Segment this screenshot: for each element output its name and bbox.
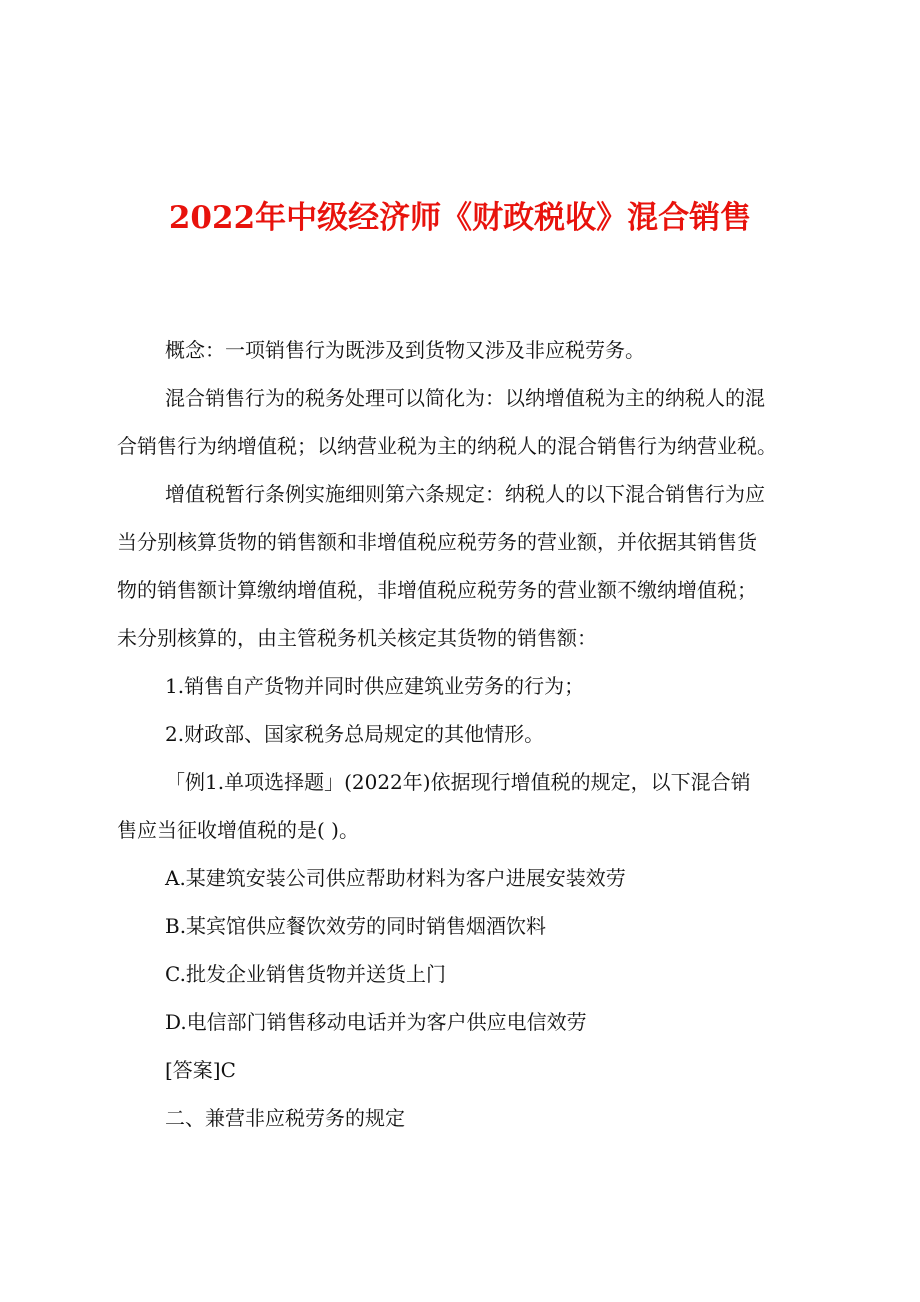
list-item-1: 1.销售自产货物并同时供应建筑业劳务的行为； — [165, 674, 585, 698]
regulation-line-2: 当分别核算货物的销售额和非增值税应税劳务的营业额，并依据其销售货 — [117, 530, 757, 554]
example-question-line-2: 售应当征收增值税的是( )。 — [117, 818, 359, 842]
concept-paragraph: 概念：一项销售行为既涉及到货物又涉及非应税劳务。 — [165, 338, 645, 362]
option-b: B.某宾馆供应餐饮效劳的同时销售烟酒饮料 — [165, 914, 547, 938]
document-title: 2022年中级经济师《财政税收》混合销售 — [168, 200, 752, 236]
document-body — [117, 326, 817, 1142]
section-heading: 二、兼营非应税劳务的规定 — [165, 1106, 405, 1130]
answer: [答案]C — [165, 1058, 236, 1082]
option-a: A.某建筑安装公司供应帮助材料为客户进展安装效劳 — [165, 866, 626, 890]
option-d: D.电信部门销售移动电话并为客户供应电信效劳 — [165, 1010, 587, 1034]
example-question-line-1: 「例1.单项选择题」(2022年)依据现行增值税的规定，以下混合销 — [165, 770, 751, 794]
mixed-sales-line-2: 合销售行为纳增值税；以纳营业税为主的纳税人的混合销售行为纳营业税。 — [117, 434, 777, 458]
list-item-2: 2.财政部、国家税务总局规定的其他情形。 — [165, 722, 545, 746]
regulation-line-3: 物的销售额计算缴纳增值税，非增值税应税劳务的营业额不缴纳增值税； — [117, 578, 757, 602]
regulation-line-1: 增值税暂行条例实施细则第六条规定：纳税人的以下混合销售行为应 — [165, 482, 765, 506]
mixed-sales-line-1: 混合销售行为的税务处理可以简化为：以纳增值税为主的纳税人的混 — [165, 386, 765, 410]
option-c: C.批发企业销售货物并送货上门 — [165, 962, 446, 986]
regulation-line-4: 未分别核算的，由主管税务机关核定其货物的销售额： — [117, 626, 597, 650]
